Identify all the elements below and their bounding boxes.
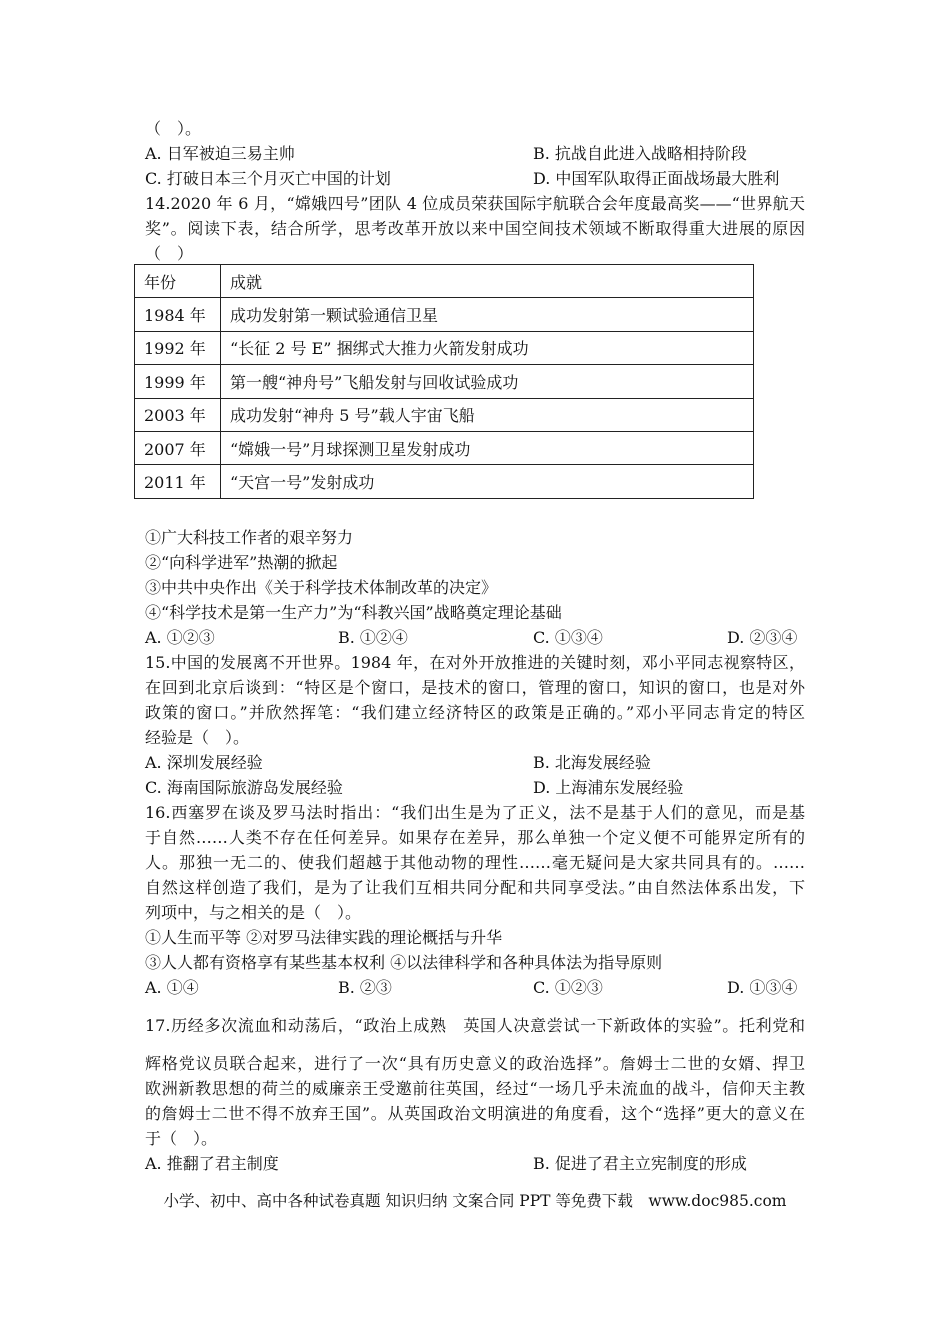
question-16-stem-line-3: 人。那独一无二的、使我们超越于其他动物的理性……毫无疑问是大家共同具有的。…… xyxy=(145,852,805,872)
question-16-option-b: B. ②③ xyxy=(338,977,392,997)
question-13-options-row-1 xyxy=(145,141,805,166)
table-row xyxy=(135,398,754,431)
top-section xyxy=(145,116,805,266)
question-15-stem-line-2: 在回到北京后谈到：“特区是个窗口，是技术的窗口，管理的窗口，知识的窗口，也是对外 xyxy=(145,677,805,697)
question-14-stem-line-3: （ ） xyxy=(145,243,194,263)
question-14-item-2: ②“向科学进军”热潮的掀起 xyxy=(145,552,338,572)
table-cell-achievement: 成功发射第一颗试验通信卫星 xyxy=(221,298,754,331)
table-cell-achievement: “嫦娥一号”月球探测卫星发射成功 xyxy=(221,431,754,464)
question-15-stem-line-4: 经验是（ ）。 xyxy=(145,727,250,747)
question-14-stem-line-1: 14.2020 年 6 月，“嫦娥四号”团队 4 位成员荣获国际宇航联合会年度最高奖——“世界航天 xyxy=(145,193,805,213)
table-cell-year: 1984 年 xyxy=(135,298,221,331)
question-17-stem-line-5: 于（ ）。 xyxy=(145,1128,218,1148)
table-header-year: 年份 xyxy=(135,265,221,298)
table-row xyxy=(135,365,754,398)
question-16-options xyxy=(145,975,805,1000)
question-15-option-d: D. 上海浦东发展经验 xyxy=(533,777,684,797)
question-16-items-line-1: ①人生而平等 ②对罗马法律实践的理论概括与升华 xyxy=(145,927,503,947)
question-16-stem-line-4: 自然这样创造了我们，是为了让我们互相共同分配和共同享受法。”由自然法体系出发，下 xyxy=(145,877,805,897)
table-cell-year: 1992 年 xyxy=(135,331,221,364)
table-cell-achievement: “长征 2 号 E” 捆绑式大推力火箭发射成功 xyxy=(221,331,754,364)
question-16-stem-line-1: 16.西塞罗在谈及罗马法时指出：“我们出生是为了正义，法不是基于人们的意见，而是基 xyxy=(145,802,805,822)
question-16-stem-line-2: 于自然……人类不存在任何差异。如果存在差异，那么单独一个定义便不可能界定所有的 xyxy=(145,827,805,847)
question-14-option-b: B. ①②④ xyxy=(338,627,408,647)
table-header-row xyxy=(135,265,754,298)
question-17-stem-line-2: 辉格党议员联合起来，进行了一次“具有历史意义的政治选择”。詹姆士二世的女婿、捍卫 xyxy=(145,1053,805,1073)
question-14-option-c: C. ①③④ xyxy=(533,627,603,647)
question-14-item-3: ③中共中央作出《关于科学技术体制改革的决定》 xyxy=(145,577,498,597)
question-14-option-a: A. ①②③ xyxy=(145,627,215,647)
question-17-option-a: A. 推翻了君主制度 xyxy=(145,1153,279,1173)
question-17-stem-line-3: 欧洲新教思想的荷兰的威廉亲王受邀前往英国，经过“一场几乎未流血的战斗，信仰天主教 xyxy=(145,1078,805,1098)
question-16-stem-line-5: 列项中，与之相关的是（ ）。 xyxy=(145,902,362,922)
question-14-options xyxy=(145,625,805,650)
question-13-stem-end: （ ）。 xyxy=(145,118,202,138)
question-17-stem-line-1: 17.历经多次流血和动荡后，“政治上成熟 英国人决意尝试一下新政体的实验”。托利党和 xyxy=(145,1015,805,1035)
question-15-option-b: B. 北海发展经验 xyxy=(533,752,651,772)
table-cell-year: 2003 年 xyxy=(135,398,221,431)
table-cell-year: 1999 年 xyxy=(135,365,221,398)
question-13-option-a: A. 日军被迫三易主帅 xyxy=(145,143,295,163)
table-cell-year: 2011 年 xyxy=(135,465,221,498)
table-row xyxy=(135,431,754,464)
space-achievements-table xyxy=(134,264,754,499)
table-cell-year: 2007 年 xyxy=(135,431,221,464)
question-15-options-row-2 xyxy=(145,775,805,800)
question-17-options xyxy=(145,1151,805,1176)
question-14-item-4: ④“科学技术是第一生产力”为“科教兴国”战略奠定理论基础 xyxy=(145,602,562,622)
middle-section xyxy=(145,525,805,1000)
question-16-option-c: C. ①②③ xyxy=(533,977,603,997)
question-15-option-a: A. 深圳发展经验 xyxy=(145,752,263,772)
question-16-option-a: A. ①④ xyxy=(145,977,199,997)
table-row xyxy=(135,331,754,364)
question-13-option-c: C. 打破日本三个月灭亡中国的计划 xyxy=(145,168,391,188)
question-14-stem-line-2: 奖”。阅读下表，结合所学，思考改革开放以来中国空间技术领域不断取得重大进展的原因 xyxy=(145,218,805,238)
question-15-stem-line-3: 政策的窗口。”并欣然挥笔：“我们建立经济特区的政策是正确的。”邓小平同志肯定的特区 xyxy=(145,702,805,722)
question-16-option-d: D. ①③④ xyxy=(727,977,798,997)
question-16-items-line-2: ③人人都有资格享有某些基本权利 ④以法律科学和各种具体法为指导原则 xyxy=(145,952,663,972)
question-13-option-b: B. 抗战自此进入战略相持阶段 xyxy=(533,143,747,163)
table-row xyxy=(135,465,754,498)
question-17-option-b: B. 促进了君主立宪制度的形成 xyxy=(533,1153,747,1173)
question-17-first-line-block xyxy=(145,1013,805,1038)
table-row xyxy=(135,298,754,331)
question-17-body xyxy=(145,1051,805,1176)
page-footer: 小学、初中、高中各种试卷真题 知识归纳 文案合同 PPT 等免费下载 www.doc985.com xyxy=(163,1191,787,1210)
table-cell-achievement: 第一艘“神舟号”飞船发射与回收试验成功 xyxy=(221,365,754,398)
question-13-options-row-2 xyxy=(145,166,805,191)
question-14-option-d: D. ②③④ xyxy=(727,627,798,647)
question-13-option-d: D. 中国军队取得正面战场最大胜利 xyxy=(533,168,780,188)
question-17-stem-line-4: 的詹姆士二世不得不放弃王国”。从英国政治文明演进的角度看，这个“选择”更大的意义在 xyxy=(145,1103,805,1123)
question-15-option-c: C. 海南国际旅游岛发展经验 xyxy=(145,777,343,797)
question-14-item-1: ①广大科技工作者的艰辛努力 xyxy=(145,527,354,547)
table-cell-achievement: “天宫一号”发射成功 xyxy=(221,465,754,498)
question-15-options-row-1 xyxy=(145,750,805,775)
table-cell-achievement: 成功发射“神舟 5 号”载人宇宙飞船 xyxy=(221,398,754,431)
table-header-achievement: 成就 xyxy=(221,265,754,298)
question-15-stem-line-1: 15.中国的发展离不开世界。1984 年，在对外开放推进的关键时刻，邓小平同志视察特区， xyxy=(145,652,805,672)
